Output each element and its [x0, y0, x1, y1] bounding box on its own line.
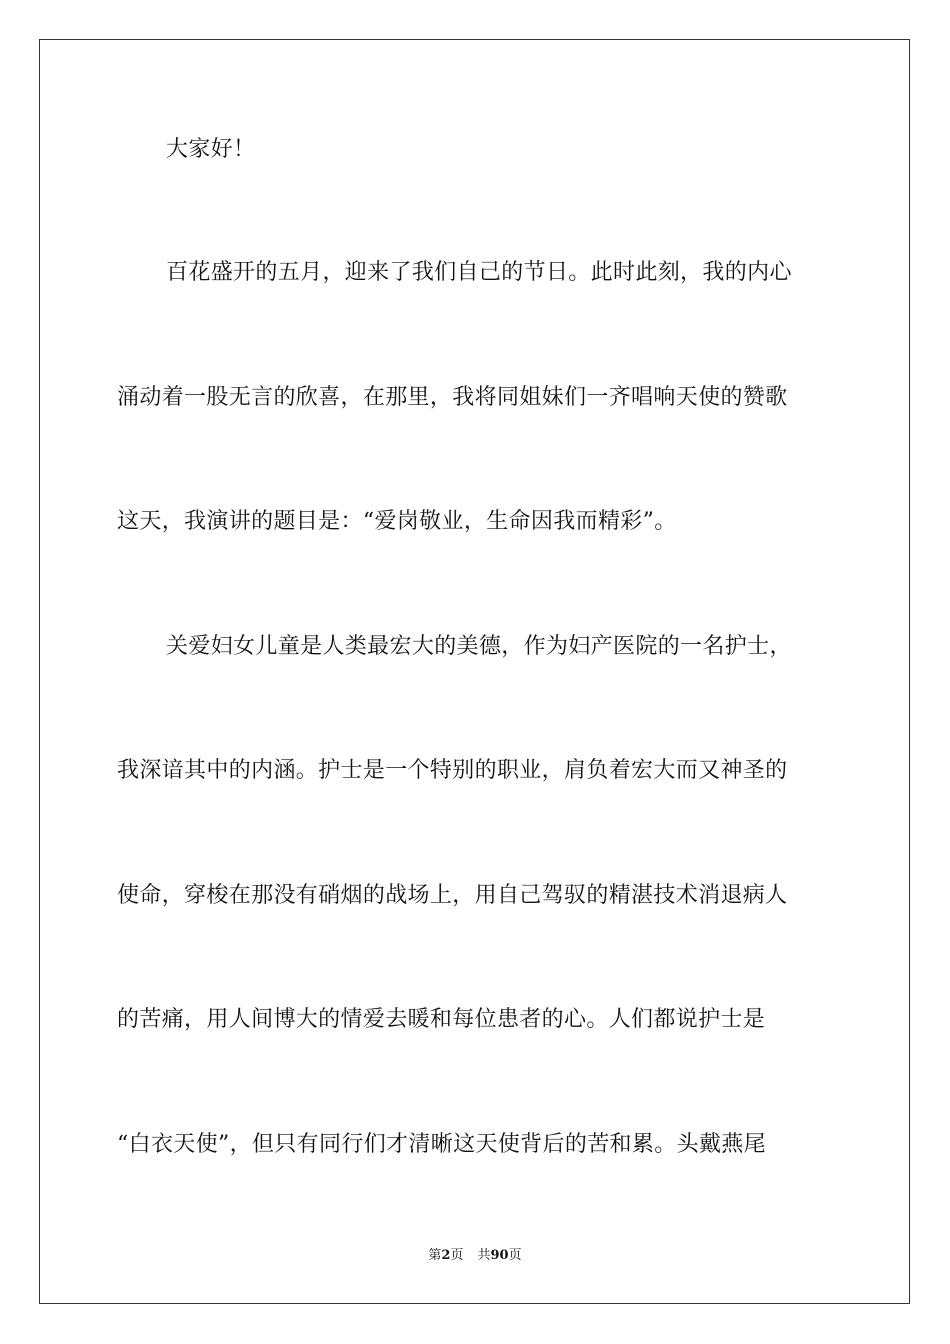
- paragraph-line: 我深谙其中的内涵。护士是一个特别的职业，肩负着宏大而又神圣的: [117, 758, 788, 783]
- paragraph-line: 这天，我演讲的题目是：“爱岗敬业，生命因我而精彩”。: [117, 509, 677, 534]
- page-suffix: 页: [450, 1248, 464, 1263]
- page-border: [39, 39, 910, 1304]
- paragraph-line: 使命，穿梭在那没有硝烟的战场上，用自己驾驭的精湛技术消退病人: [117, 883, 788, 908]
- paragraph-line: 关爱妇女儿童是人类最宏大的美德，作为妇产医院的一名护士，: [166, 634, 792, 659]
- paragraph-line: 百花盛开的五月，迎来了我们自己的节日。此时此刻，我的内心: [166, 260, 792, 285]
- total-pages: 90: [490, 1248, 509, 1263]
- page-footer: [0, 1247, 950, 1265]
- page-prefix: 第: [428, 1248, 442, 1263]
- total-suffix: 页: [508, 1248, 522, 1263]
- paragraph-line: 的苦痛，用人间博大的情爱去暖和每位患者的心。人们都说护士是: [117, 1007, 766, 1032]
- total-prefix: 共: [477, 1248, 491, 1263]
- paragraph-line: 涌动着一股无言的欣喜，在那里，我将同姐妹们一齐唱响天使的赞歌: [117, 385, 788, 410]
- page-number: 2: [441, 1248, 451, 1263]
- greeting-line: 大家好！: [166, 137, 256, 162]
- paragraph-line: “白衣天使”，但只有同行们才清晰这天使背后的苦和累。头戴燕尾: [117, 1132, 766, 1157]
